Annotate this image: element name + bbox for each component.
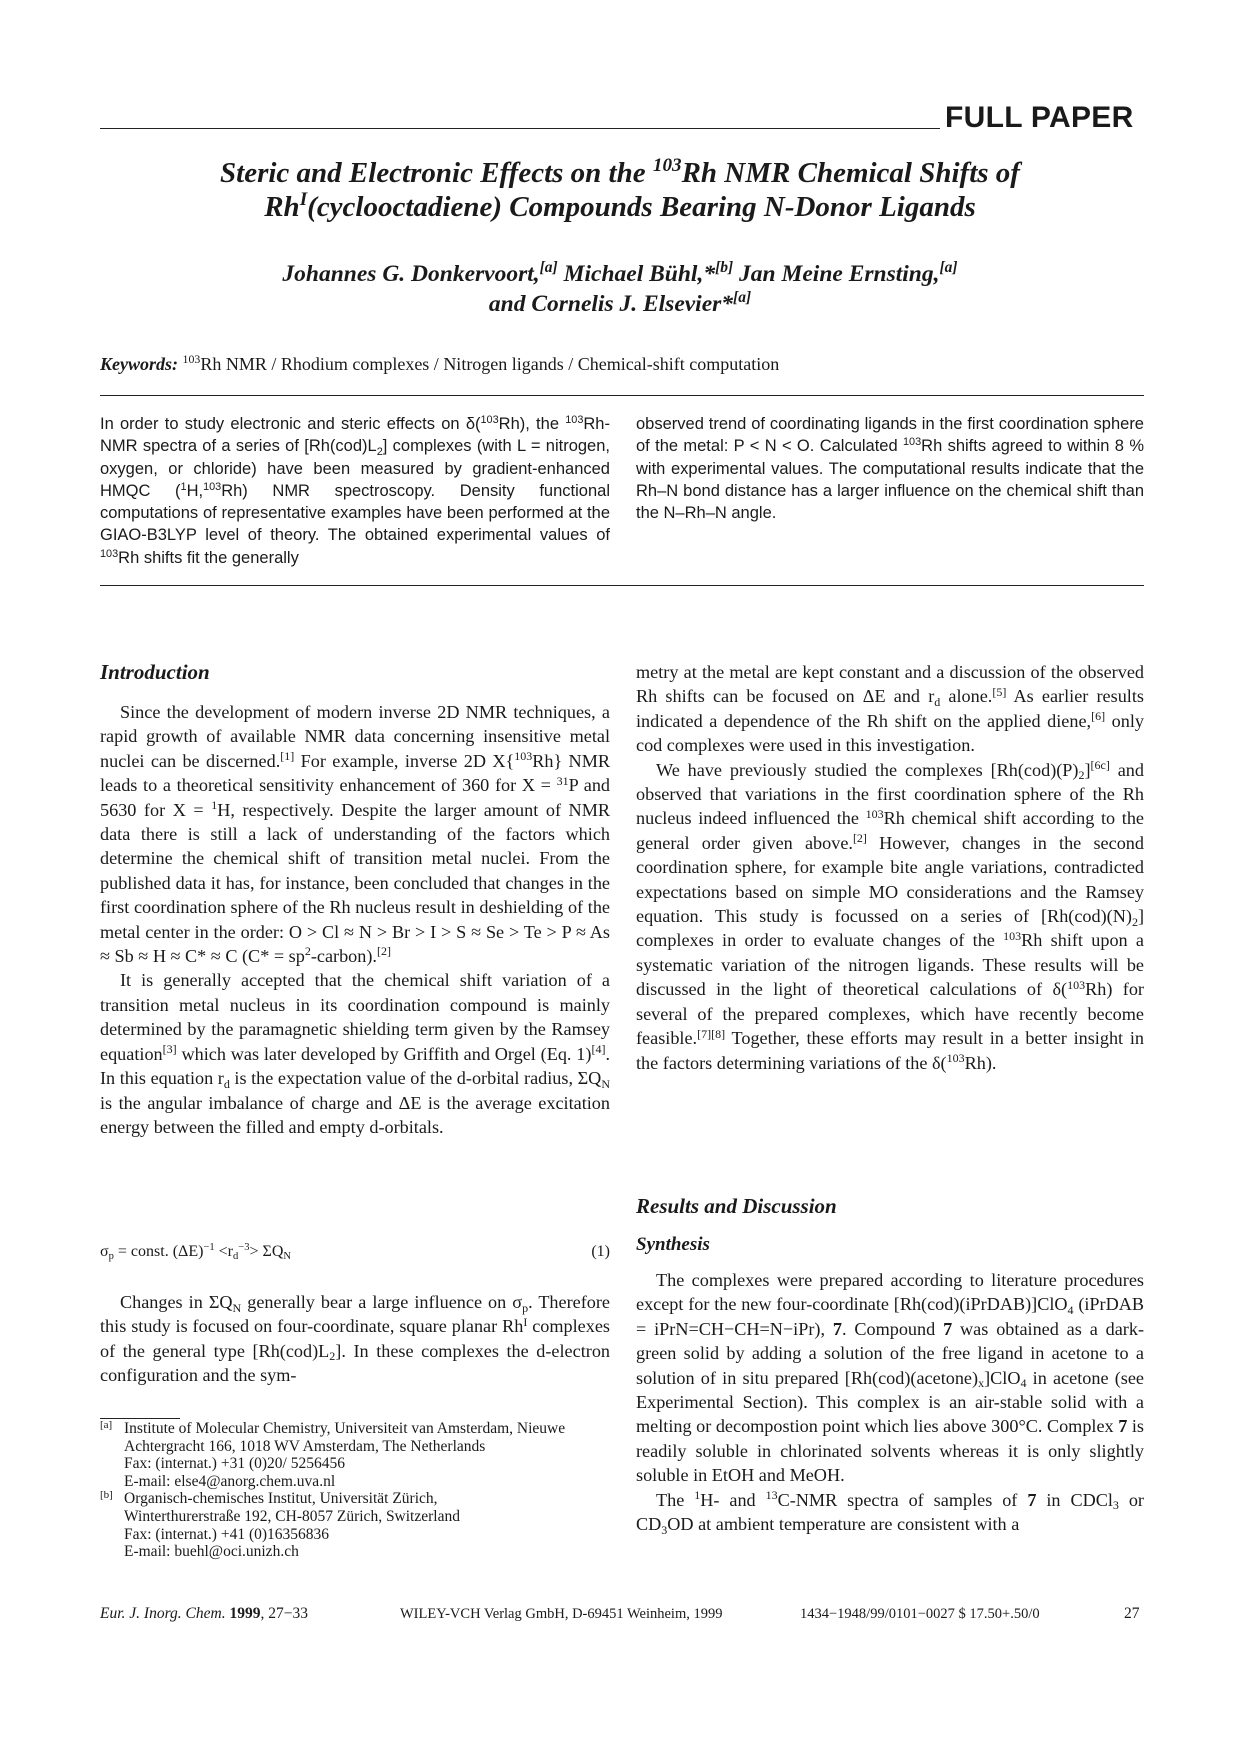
results-heading: Results and Discussion — [636, 1194, 837, 1218]
citation: [5] — [992, 684, 1007, 699]
body-text: metry at the metal are kept constant and a discussion of the observed Rh shifts can be focused on ΔE and r — [636, 662, 1144, 707]
affiliation-mark: [b] — [715, 259, 734, 277]
results-section — [636, 1192, 1144, 1536]
body-text: is the angular imbalance of charge and ΔE is the average excitation energy between the filled and empty d-orbitals. — [100, 1092, 610, 1137]
section-label: FULL PAPER — [945, 101, 1134, 134]
superscript: 103 — [1003, 928, 1022, 943]
abstract-top-rule — [100, 395, 1144, 396]
superscript: 103 — [1067, 977, 1086, 992]
body-text: . Compound — [841, 1318, 944, 1339]
abstract-left-column — [100, 413, 610, 569]
abstract-sub: 2 — [376, 445, 383, 458]
body-text: Changes in ΣQ — [120, 1292, 233, 1312]
body-text: in CDCl — [1036, 1489, 1113, 1510]
abstract-sup: 103 — [203, 480, 222, 493]
synthesis-paragraph-1 — [636, 1268, 1144, 1488]
footnote-fax: Fax: (internat.) +41 (0)16356836 — [124, 1525, 330, 1543]
abstract-text: Rh shifts fit the generally — [118, 548, 299, 567]
body-text: which was later developed by Griffith and Orgel (Eq. 1) — [176, 1043, 592, 1064]
footer-journal: Eur. J. Inorg. Chem. — [100, 1605, 230, 1622]
abstract-text: In order to study electronic and steric effects on δ( — [100, 415, 481, 433]
compound-number: 7 — [832, 1318, 842, 1339]
superscript: 2 — [304, 944, 311, 959]
body-text: Rh chemical shift according to the general order given above. — [636, 808, 1145, 853]
subscript: d — [223, 1076, 230, 1091]
page-number: 27 — [1124, 1605, 1140, 1622]
subscript: 4 — [1020, 1376, 1027, 1391]
body-text: . Therefore this study is focused on four-coordinate, square planar Rh — [100, 1292, 611, 1337]
abstract-text: Rh shifts agreed to within 8 % with experimental values. The computational results indicate that the Rh–N bond distance has a larger influence on the chemical shift than the N–Rh–N angle. — [636, 437, 1144, 523]
abstract-text: Rh-NMR spectra of a series of [Rh(cod)L — [100, 415, 610, 456]
footnotes — [100, 1420, 620, 1561]
body-text: Rh) for several of the prepared complexes, which have recently become feasible. — [636, 979, 1144, 1049]
abstract-text: H, — [186, 481, 204, 500]
equation-sup: −1 — [203, 1242, 215, 1254]
abstract-text: Rh), the — [498, 415, 566, 433]
keywords — [100, 352, 1140, 376]
citation: [1] — [280, 749, 295, 764]
citation: [7][8] — [697, 1026, 726, 1041]
body-text: As earlier results indicated a dependence of the Rh shift on the applied diene, — [636, 686, 1144, 731]
footer-pages: , 27−33 — [260, 1605, 308, 1622]
equation-1 — [100, 1241, 610, 1263]
citation: [2] — [376, 944, 391, 959]
subscript: 3 — [661, 1522, 668, 1537]
superscript: 31 — [556, 773, 569, 788]
body-text: H, respectively. Despite the larger amount of NMR data there is still a lack of understanding of the factors which determine the chemical shift of transition metal nuclei. From the published data it has, for instance, been concluded that changes in the first coordination sphere of the Rh nucleus result in deshielding of the metal center in the order: O > Cl ≈ N > Br > I > S ≈ Se > Te > P ≈ As ≈ Sb ≈ H ≈ C* ≈ C (C* = sp — [100, 799, 610, 967]
compound-number: 7 — [1027, 1489, 1037, 1510]
body-text: Rh). — [964, 1052, 997, 1073]
equation-text: = const. (ΔE) — [113, 1243, 204, 1260]
subscript: N — [601, 1076, 610, 1091]
intro-paragraph-2 — [100, 968, 610, 1139]
abstract-bottom-rule — [100, 585, 1144, 586]
body-text: For example, inverse 2D X{ — [294, 750, 515, 771]
abstract-sup: 103 — [100, 547, 119, 560]
superscript: 13 — [765, 1488, 778, 1503]
subscript: p — [522, 1300, 529, 1315]
equation-sub: p — [108, 1251, 114, 1263]
right-column — [636, 660, 1144, 1075]
body-text: generally bear a large influence on σ — [241, 1292, 523, 1312]
footnote-b — [100, 1490, 620, 1560]
author-name: Johannes G. Donkervoort, — [282, 261, 540, 287]
body-text: ]. In these complexes the d-electron configuration and the sym- — [100, 1340, 611, 1386]
title-superscript: I — [299, 189, 308, 211]
compound-number: 7 — [943, 1318, 953, 1339]
body-text: alone. — [940, 686, 993, 707]
equation-sup: −3 — [238, 1242, 250, 1254]
superscript: 103 — [865, 806, 884, 821]
compound-number: 7 — [1118, 1416, 1128, 1437]
abstract-right-column — [636, 413, 1144, 524]
intro-paragraph-1 — [100, 700, 610, 968]
footnote-email: E-mail: buehl@oci.unizh.ch — [124, 1543, 299, 1561]
body-text: ] complexes in order to evaluate changes of the — [636, 906, 1144, 951]
citation: [6c] — [1090, 758, 1110, 773]
footer-publisher: WILEY-VCH Verlag GmbH, D-69451 Weinheim, 1999 — [400, 1606, 723, 1622]
equation-sub: d — [233, 1251, 239, 1263]
author-name: Jan Meine Ernsting, — [733, 261, 940, 287]
body-text: However, changes in the second coordination sphere, for example bite angle variations, contradicted expectations based on simple MO considerations and the Ramsey equation. This study is focussed on a series of [Rh(cod)(N) — [636, 832, 1144, 927]
synthesis-paragraph-2 — [636, 1488, 1144, 1537]
superscript: 1 — [211, 798, 218, 813]
synthesis-heading: Synthesis — [636, 1234, 710, 1255]
affiliation-mark: [a] — [539, 259, 558, 277]
body-text: H- and — [700, 1489, 766, 1510]
footnote-affiliation: Organisch-chemisches Institut, Universität Zürich, — [124, 1490, 438, 1508]
body-text: -carbon). — [310, 946, 377, 967]
body-text: is readily soluble in chlorinated solvents whereas it is only slightly soluble in EtOH and MeOH. — [636, 1416, 1144, 1486]
abstract-sup: 1 — [180, 480, 187, 493]
title-text: Steric and Electronic Effects on the — [220, 157, 653, 189]
superscript: I — [523, 1314, 528, 1329]
body-text: The complexes were prepared according to literature procedures except for the new four-coordinate [Rh(cod)(iPrDAB)]ClO — [636, 1270, 1144, 1315]
footnote-affiliation: Institute of Molecular Chemistry, Universiteit van Amsterdam, Nieuwe Achtergracht 166, 1018 WV Amsterdam, The Netherlands — [124, 1420, 566, 1455]
body-text: or CD — [636, 1489, 1144, 1535]
abstract-text: ] complexes (with L = nitrogen, oxygen, or chloride) have been measured by gradient-enhanced HMQC ( — [100, 437, 610, 500]
body-text: is the expectation value of the d-orbital radius, ΣQ — [229, 1068, 602, 1089]
introduction-section — [100, 658, 610, 1139]
abstract-text: Rh) NMR spectroscopy. Density functional computations of representative examples have been performed at the GIAO-B3LYP level of theory. The obtained experimental values of — [100, 481, 610, 545]
body-text: P and 5630 for X = — [100, 775, 611, 820]
title-text: Rh NMR Chemical Shifts of — [681, 157, 1020, 189]
equation-text: <r — [214, 1243, 234, 1260]
subscript: 2 — [1078, 768, 1085, 783]
citation: [3] — [162, 1042, 177, 1057]
subscript: 2 — [1131, 914, 1138, 929]
abstract-sup: 103 — [480, 414, 499, 427]
citation: [4] — [591, 1042, 606, 1057]
header-rule — [100, 128, 940, 129]
abstract-sup: 103 — [903, 436, 922, 449]
author-name: and Cornelis J. Elsevier* — [488, 291, 734, 317]
body-text: was obtained as a dark-green solid by adding a solution of the free ligand in acetone to a solution of in situ prepared [Rh(cod)(acetone) — [636, 1318, 1145, 1388]
title-superscript: 103 — [652, 155, 682, 177]
body-text: and observed that variations in the first coordination sphere of the Rh nucleus indeed influenced the — [636, 759, 1144, 829]
keywords-label: Keywords: — [100, 354, 178, 374]
equation-text: σ — [100, 1243, 109, 1260]
body-text: Together, these efforts may result in a better insight in the factors determining variations of the δ( — [636, 1028, 1144, 1073]
paper-title — [100, 156, 1140, 224]
subscript: N — [232, 1300, 242, 1315]
equation-number: (1) — [591, 1243, 610, 1260]
subscript: d — [934, 695, 941, 709]
footer-year: 1999 — [229, 1605, 261, 1622]
subscript: x — [978, 1376, 985, 1391]
body-text: C-NMR spectra of samples of — [777, 1489, 1028, 1510]
superscript: 103 — [514, 749, 533, 764]
keywords-text: Rh NMR / Rhodium complexes / Nitrogen ligands / Chemical-shift computation — [200, 354, 780, 374]
affiliation-mark: [a] — [733, 289, 752, 307]
affiliation-mark: [a] — [939, 259, 958, 277]
equation-text: > ΣQ — [249, 1243, 284, 1260]
footnote-mark: [b] — [100, 1489, 113, 1502]
body-text: Since the development of modern inverse 2D NMR techniques, a rapid growth of available NMR data concerning insensitive metal nuclei can be discerned. — [100, 702, 610, 771]
introduction-continued — [100, 1290, 610, 1388]
abstract-sup: 103 — [565, 414, 584, 427]
footnote-address: Winterthurerstraße 192, CH-8057 Zürich, Switzerland — [124, 1507, 460, 1525]
body-text: in acetone (see Experimental Section). This complex is an air-stable solid with a melting or decompostion point which lies above 300°C. Complex — [636, 1367, 1144, 1437]
citation: [2] — [852, 831, 867, 846]
superscript: 1 — [694, 1488, 701, 1503]
subscript: 2 — [329, 1349, 336, 1364]
footnote-fax: Fax: (internat.) +31 (0)20/ 5256456 — [124, 1455, 345, 1473]
author-name: Michael Bühl,* — [557, 261, 716, 287]
right-paragraph-1 — [636, 660, 1144, 758]
intro-paragraph-3 — [100, 1290, 610, 1388]
abstract-text: observed trend of coordinating ligands in the first coordination sphere of the metal: P < N < O. Calculated — [636, 415, 1144, 456]
body-text: (iPrDAB = iPrN=CH−CH=N−iPr), — [636, 1294, 1144, 1339]
keywords-superscript: 103 — [182, 352, 201, 367]
body-text: Rh} NMR leads to a theoretical sensitivity enhancement of 360 for X = — [100, 750, 610, 796]
right-paragraph-2 — [636, 758, 1144, 1075]
title-text: (cyclooctadiene) Compounds Bearing N-Donor Ligands — [307, 191, 976, 223]
superscript: 103 — [946, 1050, 965, 1065]
body-text: . In this equation r — [100, 1043, 610, 1089]
body-text: OD at ambient temperature are consistent with a — [667, 1514, 1020, 1535]
footnote-email: E-mail: else4@anorg.chem.uva.nl — [124, 1472, 336, 1490]
footnote-a — [100, 1420, 620, 1490]
body-text: ]ClO — [984, 1367, 1021, 1388]
body-text: Rh shift upon a systematic variation of the nitrogen ligands. These results will be discussed in the light of theoretical calculations of δ( — [636, 930, 1144, 1000]
body-text: We have previously studied the complexes [Rh(cod)(P) — [656, 759, 1079, 780]
subscript: 3 — [1112, 1498, 1119, 1513]
body-text: complexes of the general type [Rh(cod)L — [100, 1316, 611, 1361]
footer-citation — [100, 1604, 308, 1624]
body-text: only cod complexes were used in this investigation. — [636, 710, 1144, 756]
subscript: 4 — [1067, 1303, 1074, 1317]
body-text: The — [656, 1489, 695, 1510]
body-text: It is generally accepted that the chemical shift variation of a transition metal nucleus in its coordination compound is mainly determined by the paramagnetic shielding term given by the Ramsey equation — [100, 970, 610, 1064]
footnote-mark: [a] — [100, 1419, 113, 1431]
citation: [6] — [1091, 709, 1106, 724]
author-list — [100, 259, 1140, 319]
introduction-heading: Introduction — [100, 660, 210, 684]
title-text: Rh — [264, 191, 300, 223]
equation-sub: N — [283, 1251, 292, 1263]
footer-issn: 1434−1948/99/0101−0027 $ 17.50+.50/0 — [800, 1606, 1040, 1622]
body-text: ] — [1084, 759, 1091, 780]
